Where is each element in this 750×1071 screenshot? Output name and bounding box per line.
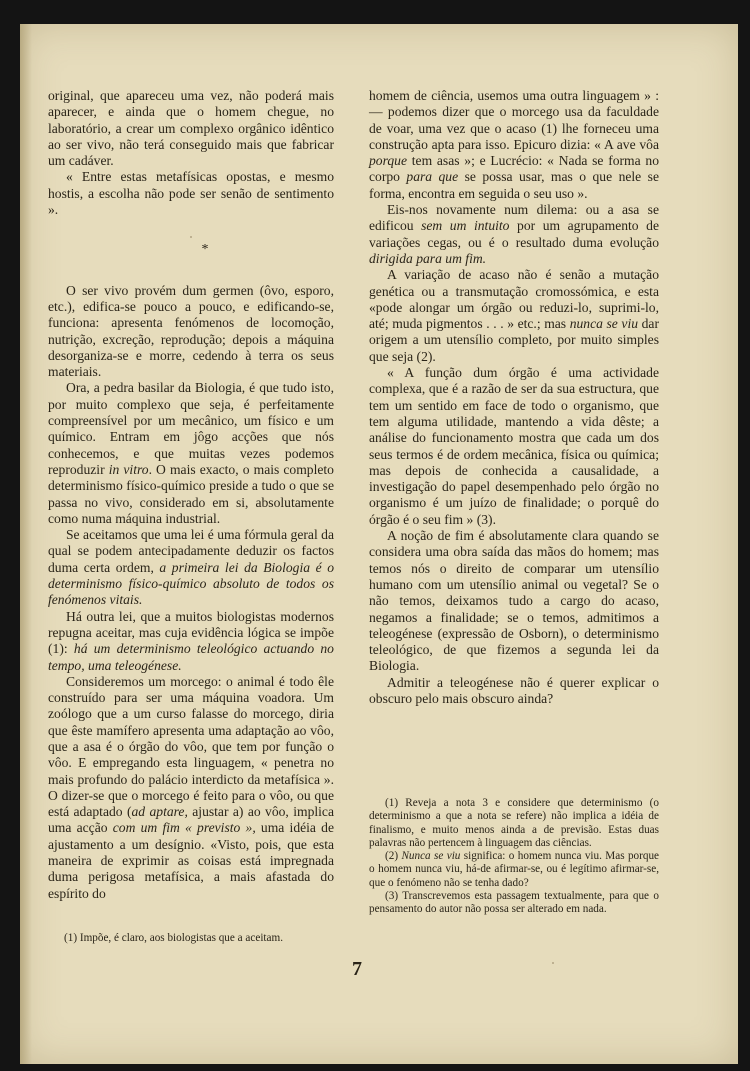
italic-span: a primeira lei da Biologia é o determinismo físico-químico absoluto de todos os fenómenos vitais. (48, 559, 334, 608)
left-paragraph-5 (48, 527, 334, 608)
left-paragraph-2: « Entre estas metafísicas opostas, e mesmo hostis, a escolha não pode ser senão de sentimento ». (48, 169, 334, 218)
text-span: uma idéia de ajustamento a um desígnio. «Visto, pois, que esta maneira de exprimir as coisas está impregnada duma perigosa metafísica, a mais afastada do espírito do (48, 820, 334, 901)
italic-span: in vitro (108, 461, 149, 477)
right-paragraph-3 (369, 267, 659, 365)
right-paragraph-6: Admitir a teleogénese não é querer explicar o obscuro pelo mais obscuro ainda? (369, 674, 659, 706)
text-span: Há outra lei, que a muitos biologistas modernos repugna aceitar, mas cuja evidência lógica se impõe (1): (48, 608, 334, 657)
italic-span: Nunca se viu (401, 850, 461, 863)
right-footnotes (369, 797, 659, 917)
text-span: ajustar a) ao vôo, implica uma acção (48, 804, 334, 836)
footnote-1: (1) Reveja a nota 3 e considere que determinismo (o determinismo a que a nota se refere) não implica a idéia de finalismo, e muito menos ainda a de previsão. Estas duas palavras não pertencem à linguagem das ciências. (369, 797, 659, 849)
left-paragraph-3: O ser vivo provém dum germen (ôvo, esporo, etc.), edifica-se pouco a pouco, e edificando-se, funciona: apresenta fenómenos de locomoção, nutrição, excreção, reprodução; depois a máquina desorganiza-se e morre, cedendo à terra os seus materiais. (48, 282, 334, 380)
text-span: por um agrupamento de variações cegas, ou é o resultado duma evolução (369, 218, 659, 250)
footnote-2 (369, 850, 659, 890)
text-span: Se aceitamos que uma lei é uma fórmula geral da qual se podem antecipadamente deduzir os factos duma certa ordem, (48, 527, 334, 575)
paper-speck (552, 962, 554, 964)
text-span: tem asas »; e Lucrécio: « Nada se forma no corpo (369, 153, 659, 185)
left-paragraph-4 (48, 380, 334, 527)
right-paragraph-2 (369, 202, 659, 267)
italic-span: nunca se viu (569, 316, 639, 332)
left-paragraph-6 (48, 609, 334, 674)
left-column (48, 88, 334, 902)
italic-span: dirigida para um fim. (369, 250, 487, 266)
italic-span: ad aptare, (131, 804, 188, 820)
page-number: 7 (352, 958, 362, 980)
right-paragraph-5: A noção de fim é absolutamente clara quando se considera uma obra saída das mãos do homem; mas temos nós o direito de comparar um utensílio humano com um utensílio animal ou vegetal? Se o não temos, deixamos tudo a cargo do acaso, negamos a finalidade; se o temos, admitimos a teleogénese (expressão de Osborn), o determinismo teleológico, de que fizemos a segunda lei da Biologia. (369, 528, 659, 674)
text-span: homem de ciência, usemos uma outra linguagem » : — podemos dizer que o morcego usa da faculdade de voar, uma vez que o acaso (1) lhe forneceu uma construção apta para isso. Epicuro dizia: « A ave vôa (369, 88, 659, 152)
right-paragraph-4: « A função dum órgão é uma actividade complexa, que é a razão de ser da sua estructura, que tem um sentido em face de todo o organismo, que tem alguma utilidade, mantendo a vida dêste; a análise do funcionamento mostra que cada um dos seus termos é de ordem mecânica, física ou química; mas depois de conhecida a causalidade, a investigação do papel desempenhado pelo órgão no organismo é um juízo de finalidade; o porquê do órgão é o seu fim » (3). (369, 365, 659, 527)
italic-span: porque (369, 153, 408, 169)
italic-span: para que (406, 169, 459, 185)
left-paragraph-1: original, que apareceu uma vez, não poderá mais aparecer, e ainda que o homem chegue, no laboratório, a crear um complexo orgânico idêntico ao ser vivo, não terá conseguido mais que fabricar um cadáver. (48, 88, 334, 169)
text-span: Consideremos um morcego: o animal é todo êle construído para ser uma máquina voadora. Um zoólogo que a um curso falasse do morcego, diria que êste mamífero apresenta uma adaptação ao vôo, que a asa é o órgão do vôo, que tem por função o vôo. E empregando esta linguagem, « penetra no mais profundo do palácio interdicto da metafísica ». O dizer-se que o morcego é feito para o vôo, ou que está adaptado ( (48, 673, 334, 820)
page-gutter-shadow (20, 24, 32, 1064)
footnote-3: (3) Transcrevemos esta passagem textualmente, para que o pensamento do autor não possa ser alterado em nada. (369, 890, 659, 916)
right-column (369, 88, 659, 707)
text-span: Eis-nos novamente num dilema: ou a asa se edificou (369, 202, 659, 234)
right-paragraph-1 (369, 88, 659, 202)
italic-span: com um fim « previsto », (112, 820, 256, 836)
text-span: significa: o homem nunca viu. Mas porque o homem nunca viu, há-de afirmar-se, ou é legítimo afirmar-se, que o fenómeno não se tenha dado? (369, 850, 660, 889)
left-paragraph-7 (48, 674, 334, 902)
text-span: dar origem a um utensílio completo, por muito simples que seja (2). (369, 316, 659, 364)
section-separator: * (201, 242, 209, 258)
text-span: se possa usar, mas o que nele se forma, encontra em seguida o seu uso ». (369, 169, 659, 201)
italic-span: sem um intuito (421, 218, 510, 234)
text-span: (2) (385, 850, 402, 863)
text-span: Ora, a pedra basilar da Biologia, é que tudo isto, por muito complexo que seja, é perfeitamente compreensível por um mecânico, um físico e um químico. Entram em jôgo acções que nós conhecemos, e que muitas vezes podemos reproduzir (48, 380, 334, 477)
text-span: A variação de acaso não é senão a mutação genética ou a transmutação cromossómica, e esta «pode alongar um órgão ou reduzi-lo, suprimi-lo, até; muda pigmentos . . . » etc.; mas (369, 267, 659, 332)
italic-span: há um determinismo teleológico actuando no tempo, uma teleogénese. (48, 641, 334, 673)
left-footnote: (1) Impõe, é claro, aos biologistas que a aceitam. (64, 932, 284, 944)
text-span: . O mais exacto, o mais completo determinismo físico-químico preside a tudo o que se passa no vivo, considerado em si, absolutamente como numa máquina industrial. (48, 461, 334, 526)
